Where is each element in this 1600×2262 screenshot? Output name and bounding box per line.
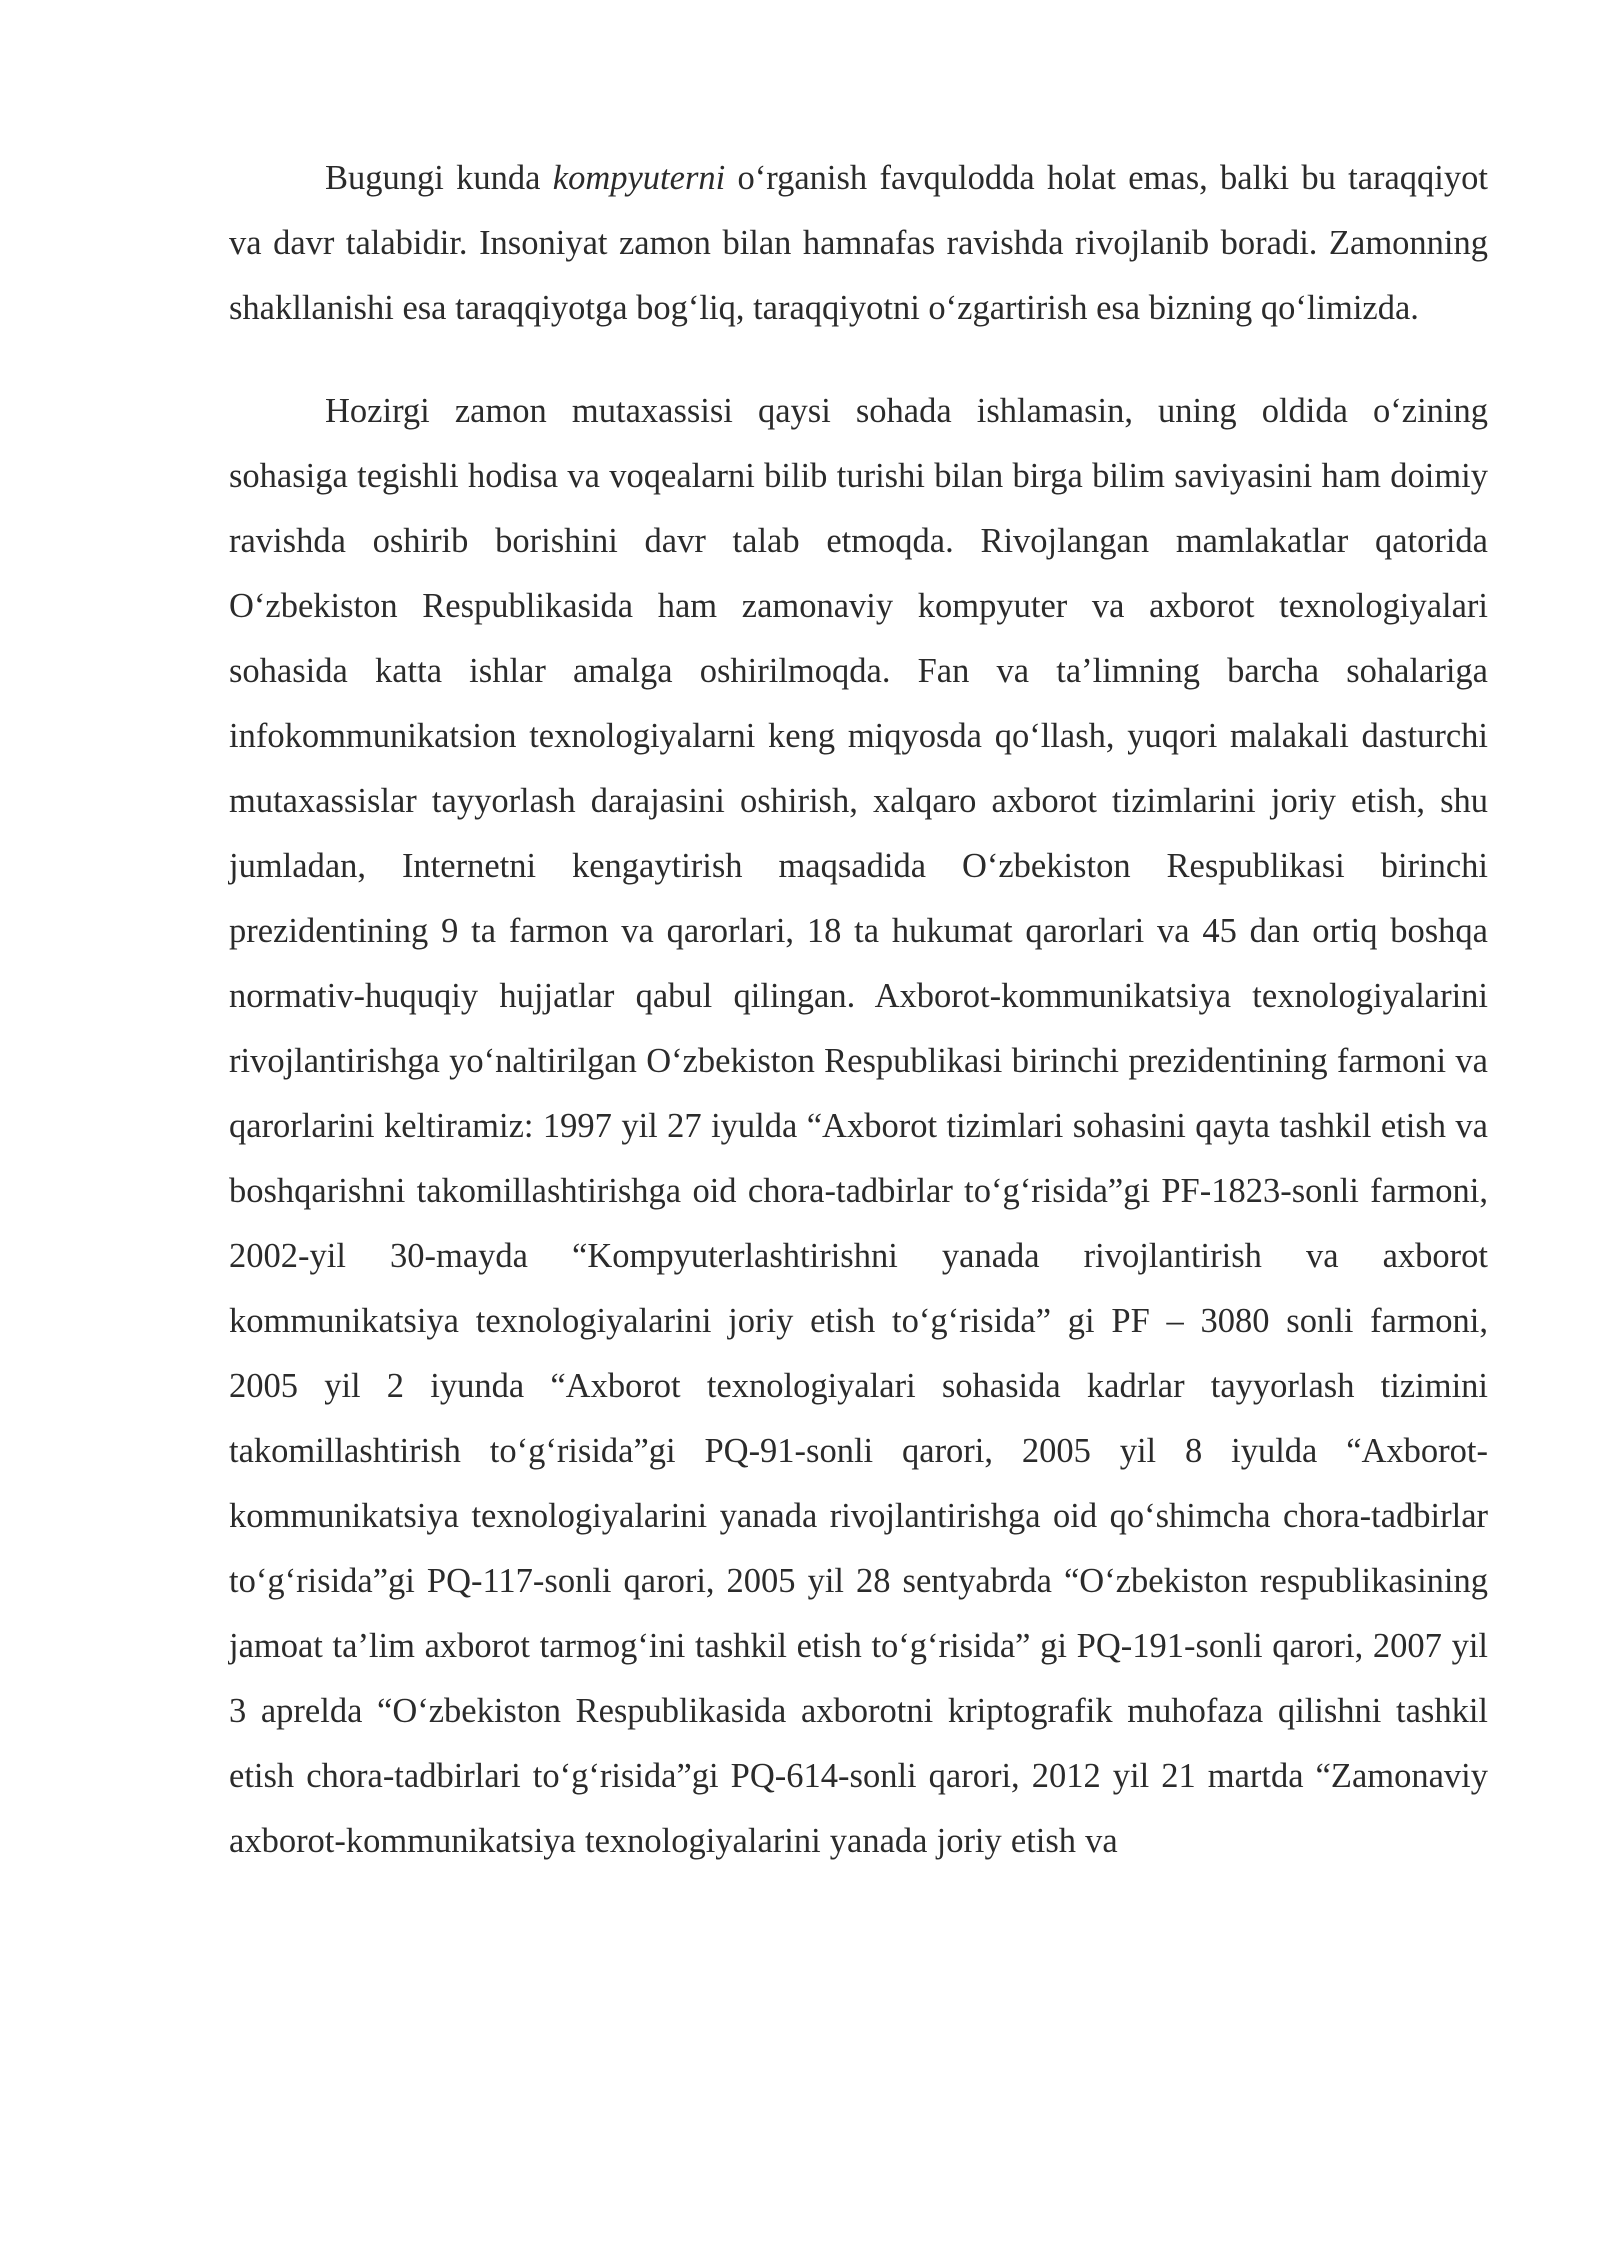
paragraph-intro-start: Bugungi kunda [325, 159, 553, 197]
document-body [229, 146, 1488, 1874]
paragraph-intro-rest: o‘rganish favqulodda holat emas, balki bu taraqqiyot va davr talabidir. Insoniyat zamon bilan hamnafas ravishda rivojlanib boradi. Zamonning shakllanishi esa taraqqiyotga bog‘liq, taraqqiyotni o‘zgartirish esa bizning qo‘limizda. [229, 159, 1488, 327]
paragraph-intro [229, 146, 1488, 341]
paragraph-main: Hozirgi zamon mutaxassisi qaysi sohada ishlamasin, uning oldida o‘zining sohasiga tegishli hodisa va voqealarni bilib turishi bilan birga bilim saviyasini ham doimiy ravishda oshirib borishini davr talab etmoqda. Rivojlangan mamlakatlar qatorida O‘zbekiston Respublikasida ham zamonaviy kompyuter va axborot texnologiyalari sohasida katta ishlar amalga oshirilmoqda. Fan va ta’limning barcha sohalariga infokommunikatsion texnologiyalarni keng miqyosda qo‘llash, yuqori malakali dasturchi mutaxassislar tayyorlash darajasini oshirish, xalqaro axborot tizimlarini joriy etish, shu jumladan, Internetni kengaytirish maqsadida O‘zbekiston Respublikasi birinchi prezidentining 9 ta farmon va qarorlari, 18 ta hukumat qarorlari va 45 dan ortiq boshqa normativ-huquqiy hujjatlar qabul qilingan. Axborot-kommunikatsiya texnologiyalarini rivojlantirishga yo‘naltirilgan O‘zbekiston Respublikasi birinchi prezidentining farmoni va qarorlarini keltiramiz: 1997 yil 27 iyulda “Axborot tizimlari sohasini qayta tashkil etish va boshqarishni takomillashtirishga oid chora-tadbirlar to‘g‘risida”gi PF-1823-sonli farmoni, 2002-yil 30-mayda “Kompyuterlashtirishni yanada rivojlantirish va axborot kommunikatsiya texnologiyalarini joriy etish to‘g‘risida” gi PF – 3080 sonli farmoni, 2005 yil 2 iyunda “Axborot texnologiyalari sohasida kadrlar tayyorlash tizimini takomillashtirish to‘g‘risida”gi PQ-91-sonli qarori, 2005 yil 8 iyulda “Axborot-kommunikatsiya texnologiyalarini yanada rivojlantirishga oid qo‘shimcha chora-tadbirlar to‘g‘risida”gi PQ-117-sonli qarori, 2005 yil 28 sentyabrda “O‘zbekiston respublikasining jamoat ta’lim axborot tarmog‘ini tashkil etish to‘g‘risida” gi PQ-191-sonli qarori, 2007 yil 3 aprelda “O‘zbekiston Respublikasida axborotni kriptografik muhofaza qilishni tashkil etish chora-tadbirlari to‘g‘risida”gi PQ-614-sonli qarori, 2012 yil 21 martda “Zamonaviy axborot-kommunikatsiya texnologiyalarini yanada joriy etish va [229, 392, 1488, 1860]
italic-term: kompyuterni [552, 159, 726, 197]
